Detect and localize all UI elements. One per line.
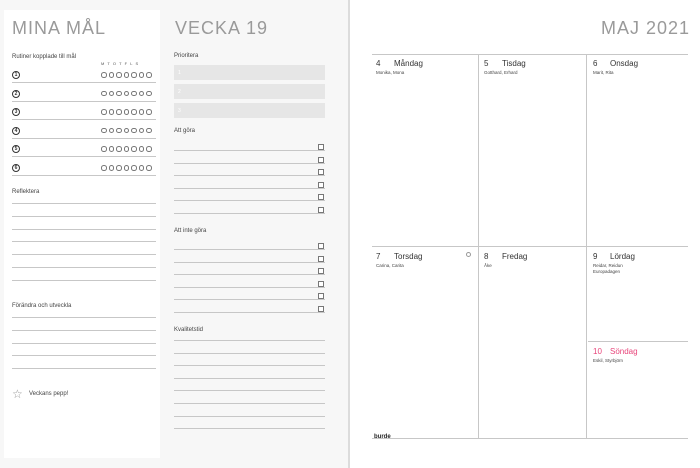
- name-day: Åke: [484, 263, 492, 268]
- routine-day-circle[interactable]: [124, 109, 130, 115]
- routine-tracker: [101, 146, 152, 152]
- priority-number: 3: [178, 108, 181, 114]
- day-name: Fredag: [502, 252, 528, 261]
- routine-line: [12, 119, 156, 120]
- task-checkbox[interactable]: [318, 306, 324, 312]
- routine-day-circle[interactable]: [146, 109, 152, 115]
- routine-day-circle[interactable]: [131, 109, 137, 115]
- task-checkbox[interactable]: [318, 157, 324, 163]
- task-line[interactable]: [174, 249, 325, 250]
- routine-day-circle[interactable]: [139, 165, 145, 171]
- column-divider: [586, 55, 587, 438]
- routine-day-circle[interactable]: [101, 72, 107, 78]
- routine-day-circle[interactable]: [139, 146, 145, 152]
- task-line[interactable]: [174, 262, 325, 263]
- quality-time-label: Kvalitetstid: [174, 327, 204, 333]
- routine-tracker: [101, 91, 152, 97]
- routine-line: [12, 175, 156, 176]
- routine-day-circle[interactable]: [139, 128, 145, 134]
- name-day: Eskil, Styrbjörn: [593, 358, 624, 363]
- name-day: Carina, Carita: [376, 263, 404, 268]
- day-name: Måndag: [394, 59, 423, 68]
- todo-label: Att göra: [174, 128, 196, 134]
- routine-tracker: [101, 165, 152, 171]
- day-number: 6: [593, 59, 598, 68]
- day-number: 5: [484, 59, 489, 68]
- routine-line: [12, 82, 156, 83]
- priority-field[interactable]: [174, 65, 325, 80]
- priority-field[interactable]: [174, 103, 325, 118]
- task-checkbox[interactable]: [318, 194, 324, 200]
- task-line[interactable]: [174, 200, 325, 201]
- day-number: 4: [376, 59, 381, 68]
- top-rule: [372, 54, 688, 55]
- task-checkbox[interactable]: [318, 207, 324, 213]
- change-label: Förändra och utveckla: [12, 303, 72, 309]
- routine-day-circle[interactable]: [116, 72, 122, 78]
- brand-logo: burde: [374, 434, 391, 440]
- day-name: Torsdag: [394, 252, 423, 261]
- task-line[interactable]: [174, 213, 325, 214]
- writing-line[interactable]: [174, 340, 325, 341]
- writing-line[interactable]: [12, 330, 156, 331]
- routine-day-circle[interactable]: [109, 128, 115, 134]
- writing-line[interactable]: [12, 267, 156, 268]
- routines-label: Rutiner kopplade till mål: [12, 54, 77, 60]
- day-name: Lördag: [610, 252, 635, 261]
- routine-day-circle[interactable]: [139, 72, 145, 78]
- writing-line[interactable]: [174, 416, 325, 417]
- writing-line[interactable]: [12, 203, 156, 204]
- routine-day-circle[interactable]: [109, 109, 115, 115]
- routine-day-circle[interactable]: [124, 72, 130, 78]
- routine-day-circle[interactable]: [109, 165, 115, 171]
- routine-day-circle[interactable]: [131, 91, 137, 97]
- name-day: Gotthard, Erhard: [484, 70, 518, 75]
- task-line[interactable]: [174, 299, 325, 300]
- routine-line: [12, 101, 156, 102]
- routine-day-circle[interactable]: [124, 146, 130, 152]
- writing-line[interactable]: [174, 403, 325, 404]
- routine-number: 5: [12, 145, 20, 153]
- weekday-header: MTOTFLS: [101, 61, 142, 66]
- writing-line[interactable]: [12, 343, 156, 344]
- routine-day-circle[interactable]: [116, 146, 122, 152]
- routine-day-circle[interactable]: [101, 128, 107, 134]
- routine-day-circle[interactable]: [116, 109, 122, 115]
- cheer-label: Veckans pepp!: [29, 391, 69, 397]
- name-day: Marit, Rita: [593, 70, 614, 75]
- page-spine: [348, 0, 350, 468]
- routine-day-circle[interactable]: [124, 91, 130, 97]
- day-number-sunday: 10: [593, 347, 602, 356]
- routine-day-circle[interactable]: [146, 146, 152, 152]
- star-icon: ☆: [12, 387, 23, 401]
- routine-number: 2: [12, 90, 20, 98]
- routine-day-circle[interactable]: [131, 146, 137, 152]
- routine-day-circle[interactable]: [101, 109, 107, 115]
- reflect-label: Reflektera: [12, 189, 40, 195]
- routine-day-circle[interactable]: [139, 91, 145, 97]
- routine-day-circle[interactable]: [116, 91, 122, 97]
- routine-number: 6: [12, 164, 20, 172]
- task-line[interactable]: [174, 163, 325, 164]
- day-name-sunday: Söndag: [610, 347, 638, 356]
- writing-line[interactable]: [12, 368, 156, 369]
- writing-line[interactable]: [12, 317, 156, 318]
- task-checkbox[interactable]: [318, 182, 324, 188]
- routine-line: [12, 138, 156, 139]
- routine-day-circle[interactable]: [101, 146, 107, 152]
- column-divider: [478, 55, 479, 438]
- priority-number: 2: [178, 89, 181, 95]
- routine-day-circle[interactable]: [146, 72, 152, 78]
- routine-day-circle[interactable]: [109, 146, 115, 152]
- bottom-rule: [372, 438, 688, 439]
- task-checkbox[interactable]: [318, 268, 324, 274]
- moon-phase-icon: [466, 252, 471, 257]
- writing-line[interactable]: [12, 241, 156, 242]
- routine-day-circle[interactable]: [131, 72, 137, 78]
- routine-line: [12, 156, 156, 157]
- day-number: 7: [376, 252, 381, 261]
- day-number: 8: [484, 252, 489, 261]
- routine-day-circle[interactable]: [109, 72, 115, 78]
- task-line[interactable]: [174, 175, 325, 176]
- month-title: MAJ 2021: [600, 18, 690, 38]
- priority-field[interactable]: [174, 84, 325, 99]
- routine-day-circle[interactable]: [146, 165, 152, 171]
- routine-day-circle[interactable]: [131, 165, 137, 171]
- priorities-label: Prioritera: [174, 53, 199, 59]
- writing-line[interactable]: [12, 216, 156, 217]
- routine-number: 1: [12, 71, 20, 79]
- day-number: 9: [593, 252, 598, 261]
- writing-line[interactable]: [12, 229, 156, 230]
- name-day: Reidar, Reidun Europadagen: [593, 263, 623, 274]
- priority-number: 1: [178, 70, 181, 76]
- routine-day-circle[interactable]: [146, 128, 152, 134]
- task-line[interactable]: [174, 312, 325, 313]
- routine-day-circle[interactable]: [131, 128, 137, 134]
- writing-line[interactable]: [174, 390, 325, 391]
- routine-number: 3: [12, 108, 20, 116]
- routine-day-circle[interactable]: [124, 165, 130, 171]
- not-todo-label: Att inte göra: [174, 228, 207, 234]
- task-line[interactable]: [174, 274, 325, 275]
- goals-title: MINA MÅL: [12, 18, 107, 38]
- writing-line[interactable]: [12, 355, 156, 356]
- weekend-divider: [588, 341, 688, 342]
- routine-day-circle[interactable]: [124, 128, 130, 134]
- routine-day-circle[interactable]: [101, 165, 107, 171]
- routine-tracker: [101, 109, 152, 115]
- day-name: Onsdag: [610, 59, 639, 68]
- routine-day-circle[interactable]: [139, 109, 145, 115]
- routine-day-circle[interactable]: [116, 165, 122, 171]
- routine-day-circle[interactable]: [109, 91, 115, 97]
- name-day: Monika, Mona: [376, 70, 405, 75]
- middle-rule: [372, 246, 688, 247]
- writing-line[interactable]: [174, 378, 325, 379]
- routine-tracker: [101, 72, 152, 78]
- routine-day-circle[interactable]: [101, 91, 107, 97]
- day-name: Tisdag: [502, 59, 526, 68]
- task-checkbox[interactable]: [318, 169, 324, 175]
- task-line[interactable]: [174, 188, 325, 189]
- task-checkbox[interactable]: [318, 293, 324, 299]
- routine-number: 4: [12, 127, 20, 135]
- routine-day-circle[interactable]: [146, 91, 152, 97]
- routine-tracker: [101, 128, 152, 134]
- task-line[interactable]: [174, 150, 325, 151]
- writing-line[interactable]: [12, 280, 156, 281]
- writing-line[interactable]: [174, 353, 325, 354]
- writing-line[interactable]: [174, 428, 325, 429]
- routine-day-circle[interactable]: [116, 128, 122, 134]
- task-checkbox[interactable]: [318, 144, 324, 150]
- task-line[interactable]: [174, 287, 325, 288]
- task-checkbox[interactable]: [318, 256, 324, 262]
- task-checkbox[interactable]: [318, 281, 324, 287]
- week-title: VECKA 19: [175, 18, 269, 38]
- writing-line[interactable]: [174, 365, 325, 366]
- task-checkbox[interactable]: [318, 243, 324, 249]
- writing-line[interactable]: [12, 254, 156, 255]
